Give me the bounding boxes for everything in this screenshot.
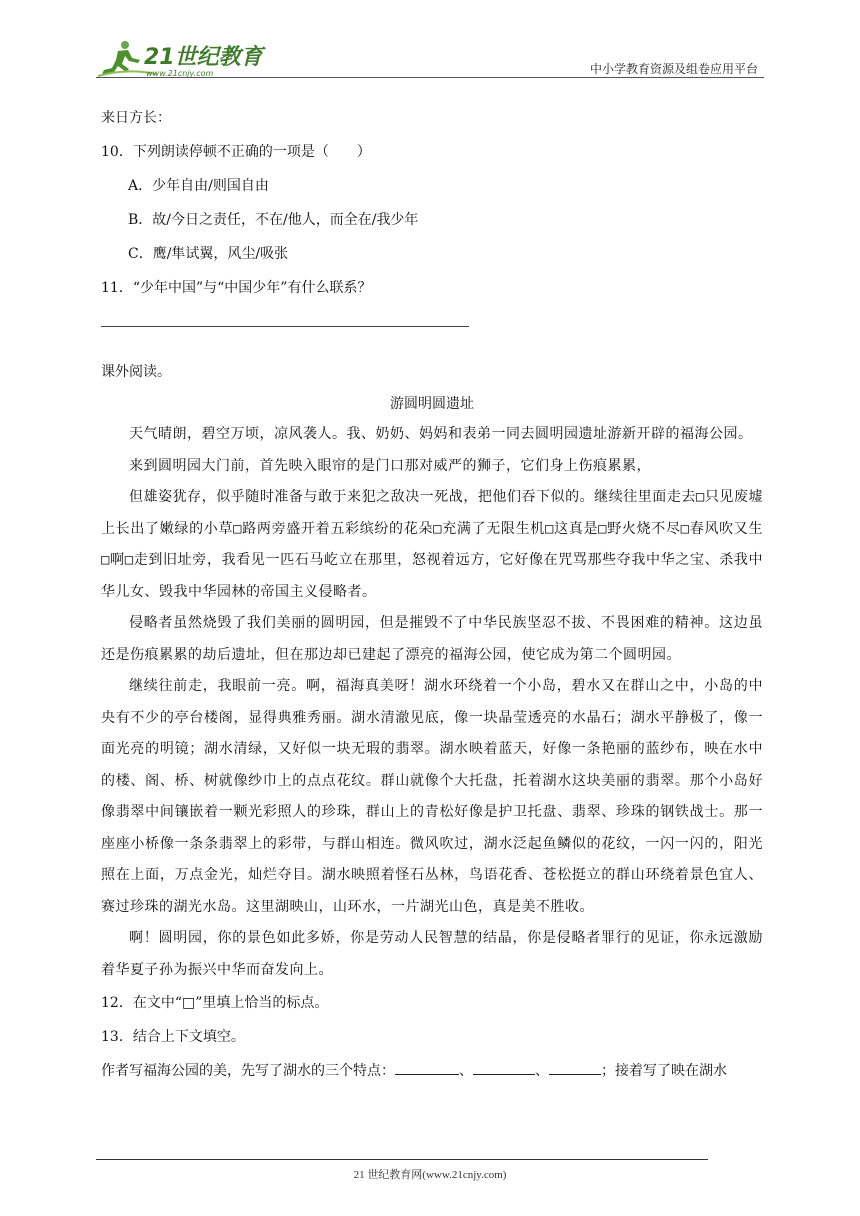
paragraph-3: 但雄姿犹存，似乎随时准备与敢于来犯之敌决一死战，把他们吞下似的。继续往里面走去□只见废墟上长出了嫩绿的小草□路两旁盛开着五彩缤纷的花朵□充满了无限生机□这真是□野火烧不尽□春风吹又生□啊□走到旧址旁，我看见一匹石马屹立在那里，怒视着远方，它好像在咒骂那些夺我中华之宝、杀我中华儿女、毁我中华园林的帝国主义侵略者。 — [101, 489, 763, 600]
question-11: 11．“少年中国”与“中国少年”有什么联系？ — [101, 280, 372, 296]
site-logo[interactable] — [96, 38, 266, 78]
separator: 、 — [535, 1063, 549, 1079]
page-header — [96, 38, 764, 80]
question-12: 12．在文中“□”里填上恰当的标点。 — [101, 995, 329, 1011]
option-b: B．故/今日之责任，不在/他人，而全在/我少年 — [128, 212, 419, 228]
option-a: A．少年自由/则国自由 — [128, 178, 269, 194]
document-body — [101, 101, 763, 1088]
fill-text-b: ；接着写了映在湖水 — [601, 1063, 727, 1079]
question-13: 13．结合上下文填空。 — [101, 1029, 245, 1045]
paragraph-6: 啊！圆明园，你的景色如此多娇，你是劳动人民智慧的结晶，你是侵略者罪行的见证，你永远激励着华夏子孙为振兴中华而奋发向上。 — [101, 930, 763, 978]
platform-name: 中小学教育资源及组卷应用平台 — [589, 62, 758, 76]
page-footer: 21 世纪教育网(www.21cnjy.com) — [353, 1169, 507, 1181]
header-divider — [96, 77, 764, 78]
option-c: C．鹰/隼试翼，风尘/吸张 — [128, 246, 289, 262]
logo-text: 21世纪教育 — [144, 45, 263, 70]
paragraph-1: 天气晴朗，碧空万顷，凉风袭人。我、奶奶、妈妈和表弟一同去圆明园遗址游新开辟的福海公园。 — [129, 426, 753, 442]
footer-divider — [96, 1159, 708, 1160]
blank-2[interactable] — [473, 1060, 535, 1075]
question-13-fill — [101, 1054, 763, 1088]
paragraph-2: 来到圆明园大门前，首先映入眼帘的是门口那对威严的狮子，它们身上伤痕累累， — [129, 457, 651, 474]
fill-text-a: 作者写福海公园的美，先写了湖水的三个特点： — [101, 1063, 395, 1079]
logo-url: www.21cnjy.com — [146, 69, 214, 78]
paragraph-5: 继续往前走，我眼前一亮。啊，福海真美呀！湖水环绕着一个小岛，碧水又在群山之中，小岛的中央有不少的亭台楼阁，显得典雅秀丽。湖水清澈见底，像一块晶莹透亮的水晶石；湖水平静极了，像一面光亮的明镜；湖水清绿，又好似一块无瑕的翡翠。湖水映着蓝天，好像一条艳丽的蓝纱布，映在水中的楼、阁、桥、树就像纱巾上的点点花纹。群山就像个大托盘，托着湖水这块美丽的翡翠。那个小岛好像翡翠中间镶嵌着一颗光彩照人的珍珠，群山上的青松好像是护卫托盘、翡翠、珍珠的钢铁战士。那一座座小桥像一条条翡翠上的彩带，与群山相连。微风吹过，湖水泛起鱼鳞似的花纹，一闪一闪的，阳光照在上面，万点金光，灿烂夺目。湖水映照着怪石丛林，鸟语花香、苍松挺立的群山环绕着景色宜人、赛过珍珠的湖光水岛。这里湖映山，山环水，一片湖光山色，真是美不胜收。 — [101, 678, 763, 915]
runner-logo-icon — [96, 38, 266, 80]
passage-title: 游圆明圆遗址 — [390, 396, 474, 412]
section-heading: 课外阅读。 — [101, 364, 171, 380]
blank-3[interactable] — [549, 1060, 601, 1075]
paragraph-4: 侵略者虽然烧毁了我们美丽的圆明园，但是摧毁不了中华民族坚忍不拔、不畏困难的精神。这边虽还是伤痕累累的劫后遗址，但在那边却已建起了漂亮的福海公园，使它成为第二个圆明园。 — [101, 615, 763, 663]
blank-1[interactable] — [395, 1060, 459, 1075]
text-line: 来日方长： — [101, 110, 171, 126]
answer-line[interactable] — [101, 309, 469, 327]
separator: 、 — [459, 1063, 473, 1079]
question-10: 10．下列朗读停顿不正确的一项是（ ） — [101, 144, 371, 160]
